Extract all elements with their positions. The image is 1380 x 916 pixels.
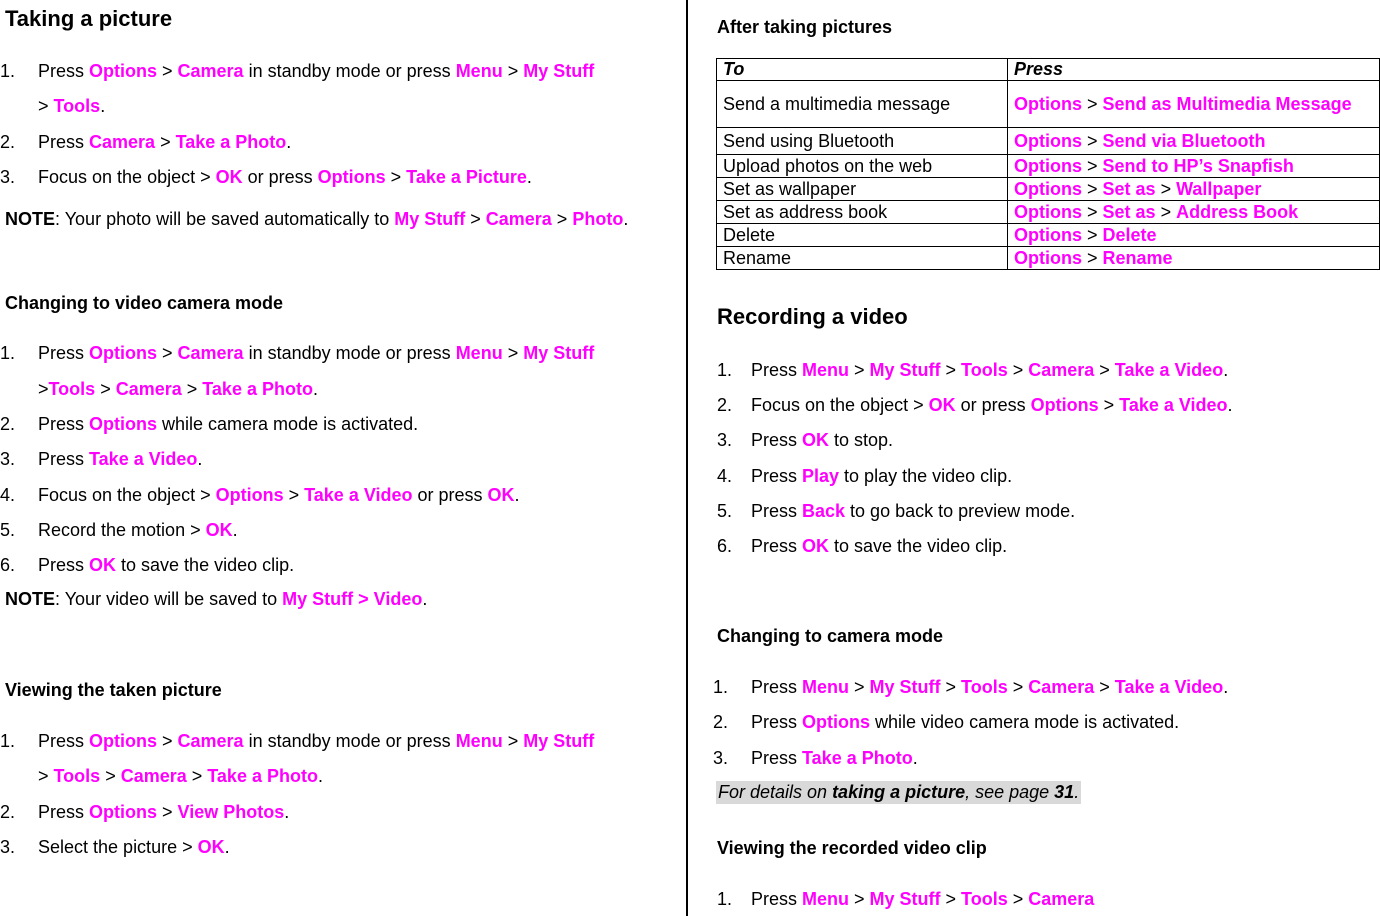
section-title-after-taking: After taking pictures [717,17,893,37]
section-title-recording-video: Recording a video [717,304,908,329]
cell-to: Send using Bluetooth [717,128,1008,155]
cell-to: Delete [717,224,1008,247]
cell-press: Options > Set as > Wallpaper [1008,178,1380,201]
cell-press: Options > Send to HP’s Snapfish [1008,155,1380,178]
section-title-viewing-video: Viewing the recorded video clip [717,838,987,858]
note-photo-saved: NOTE: Your photo will be saved automatically to My Stuff > Camera > Photo. [5,209,629,229]
table-header-row [717,59,1380,81]
cell-to: Set as address book [717,201,1008,224]
details-reference: For details on taking a picture, see page 31. [718,782,1080,802]
table-row [717,178,1380,201]
left-column: Taking a picture 1. Press Options > Camera in standby mode or press Menu > My Stuff > Tools. 2. Press Camera > Take a Photo. 3. Focus on the object > OK or press Options > Take a Picture. NOTE: Your photo will be saved automatically to My Stuff > Camera > Photo. Changing to video camera mode 1. Press Options > Camera in standby mode or press Menu > My Stuff >Tools > Camera > Take a Photo. 2. Press Options while camera mode is activated. 3. Press Take a Video. 4. Focus on the object > Options > Take a Video or press OK. 5. Record the motion > OK. 6. Press OK to save the video clip. NOTE: Your video will be saved to My Stuff > Video. Viewing the taken picture 1. Press Options > Camera in standby mode or press Menu > My Stuff > Tools > Camera > Take a Photo. 2. Press Options > View Photos. 3. Select the picture > OK. [0,0,686,916]
right-column: After taking pictures To Press Send a multimedia message Options > Send as Multimedia Message Send using Bluetooth Options > Send via Bluetooth Upload photos on the web Options > Send to HP’s Snapfish Set as wallpaper Options > Set as > Wallpaper Set as address book Options > Set as > Address Book Delete Options > Delete Rename Options > Rename Recording a video 1. Press Menu > My Stuff > Tools > Camera > Take a Video. 2. Focus on the object > OK or press Options > Take a Video. 3. Press OK to stop. 4. Press Play to play the video clip. 5. Press Back to go back to preview mode. 6. Press OK to save the video clip. Changing to camera mode 1. Press Menu > My Stuff > Tools > Camera > Take a Video. 2. Press Options while video camera mode is activated. 3. Press Take a Photo. For details on taking a picture, see page 31. Viewing the recorded video clip 1. Press Menu > My Stuff > Tools > Camera [688,0,1380,916]
cell-to: Set as wallpaper [717,178,1008,201]
table-row [717,224,1380,247]
cell-press: Options > Delete [1008,224,1380,247]
table-row [717,81,1380,128]
column-header-to: To [717,59,1008,81]
cell-to: Rename [717,247,1008,270]
cell-press: Options > Send as Multimedia Message [1008,81,1380,128]
section-title-camera-mode: Changing to camera mode [717,626,944,646]
table-row [717,201,1380,224]
actions-table [716,58,1380,270]
note-video-saved: NOTE: Your video will be saved to My Stuff > Video. [5,589,428,609]
cell-press: Options > Set as > Address Book [1008,201,1380,224]
cell-press: Options > Rename [1008,247,1380,270]
cell-to: Upload photos on the web [717,155,1008,178]
section-title-taking-picture: Taking a picture [5,6,173,31]
table-row [717,128,1380,155]
section-title-viewing-picture: Viewing the taken picture [5,680,222,700]
cell-to: Send a multimedia message [717,81,1008,128]
table-row [717,155,1380,178]
column-header-press: Press [1008,59,1380,81]
cell-press: Options > Send via Bluetooth [1008,128,1380,155]
table-row [717,247,1380,270]
section-title-video-mode: Changing to video camera mode [5,293,284,313]
